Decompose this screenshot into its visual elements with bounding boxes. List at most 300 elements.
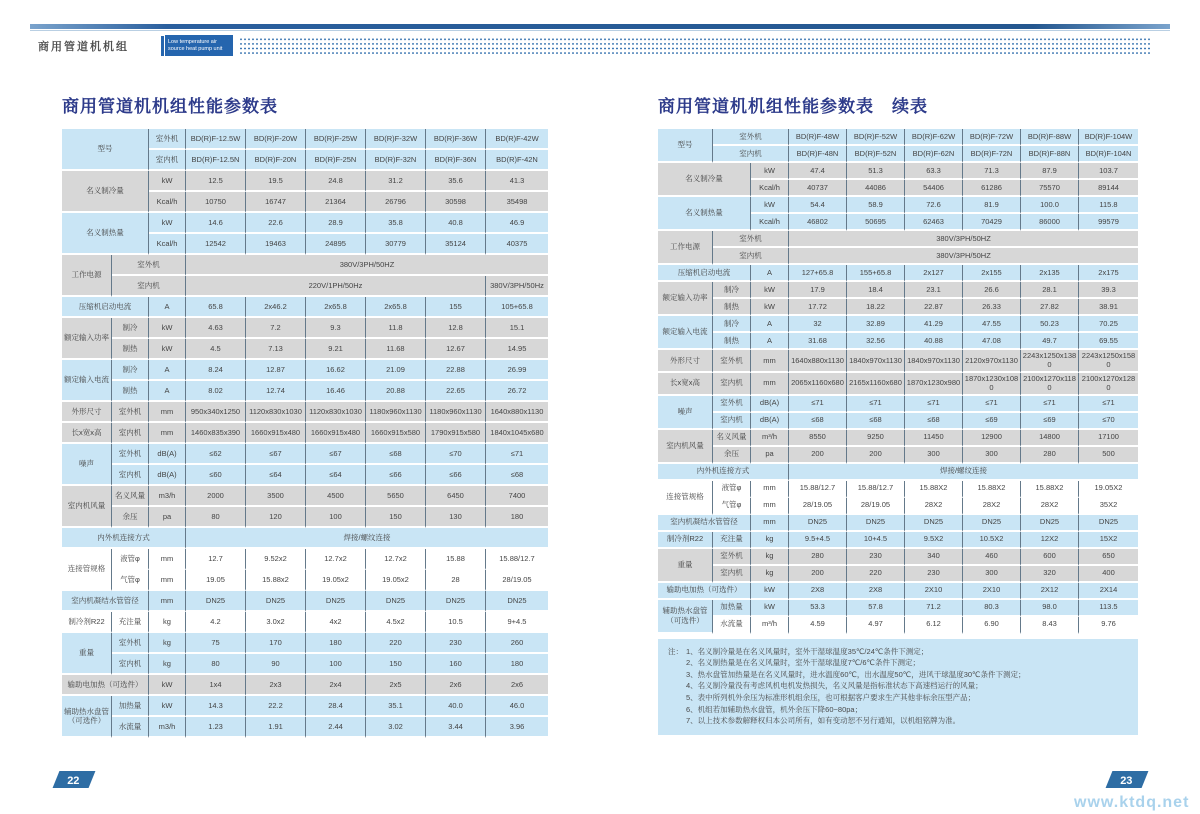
value-cell: 1660x915x580 <box>366 423 426 444</box>
label-cell: m³/h <box>751 430 789 447</box>
value-cell: 72.6 <box>905 197 963 214</box>
value-cell: 115.8 <box>1079 197 1138 214</box>
value-cell: 130 <box>426 507 486 528</box>
label-cell: 气管φ <box>713 498 751 515</box>
value-cell: 35124 <box>426 234 486 255</box>
value-cell: 9+4.5 <box>486 612 548 633</box>
value-cell: 180 <box>486 654 548 675</box>
value-cell: 87.9 <box>1021 163 1079 180</box>
label-cell: 室内机凝结水管管径 <box>62 591 149 612</box>
value-cell: DN25 <box>847 515 905 532</box>
table-row <box>62 171 548 192</box>
value-cell: 46.9 <box>486 213 548 234</box>
value-cell: 16.46 <box>306 381 366 402</box>
value-cell: 200 <box>847 447 905 464</box>
value-cell: ≤66 <box>366 465 426 486</box>
label-cell: 气管φ <box>112 570 149 591</box>
value-cell: 86000 <box>1021 214 1079 231</box>
value-cell: BD(R)F-72N <box>963 146 1021 163</box>
label-cell: 室内机凝结水管管径 <box>658 515 751 532</box>
value-cell: 35498 <box>486 192 548 213</box>
label-cell: 长x宽x高 <box>658 373 713 396</box>
value-cell: BD(R)F-88N <box>1021 146 1079 163</box>
label-cell: kg <box>751 549 789 566</box>
label-cell: 焊接/螺纹连接 <box>186 528 548 549</box>
value-cell: 38.91 <box>1079 299 1138 316</box>
value-cell: 70.25 <box>1079 316 1138 333</box>
label-cell: 液管φ <box>112 549 149 570</box>
table-row <box>62 507 548 528</box>
label-cell: 连接管规格 <box>658 481 713 515</box>
value-cell: ≤71 <box>789 396 847 413</box>
value-cell: 4.5 <box>186 339 246 360</box>
table-row <box>62 213 548 234</box>
value-cell: ≤71 <box>963 396 1021 413</box>
label-cell: 室外机 <box>112 444 149 465</box>
value-cell: 15.88X2 <box>905 481 963 498</box>
label-cell: 制热 <box>713 299 751 316</box>
value-cell: 51.3 <box>847 163 905 180</box>
label-cell: kg <box>751 566 789 583</box>
value-cell: 12.8 <box>426 318 486 339</box>
left-table-title: 商用管道机机组性能参数表 <box>62 97 278 116</box>
table-row <box>658 299 1138 316</box>
value-cell: 155 <box>426 297 486 318</box>
value-cell: 75570 <box>1021 180 1079 197</box>
value-cell: 280 <box>789 549 847 566</box>
value-cell: 12.7x2 <box>366 549 426 570</box>
label-cell: 室内机 <box>713 566 751 583</box>
value-cell: 69.55 <box>1079 333 1138 350</box>
value-cell: BD(R)F-62W <box>905 129 963 146</box>
value-cell: 113.5 <box>1079 600 1138 617</box>
label-cell: dB(A) <box>149 444 186 465</box>
value-cell: 2x155 <box>963 265 1021 282</box>
value-cell: 58.9 <box>847 197 905 214</box>
note-line: 6、机组若加辅助热水盘管，机外余压下降60~80pa； <box>686 704 863 714</box>
value-cell: ≤62 <box>186 444 246 465</box>
value-cell: 4.63 <box>186 318 246 339</box>
table-row <box>62 360 548 381</box>
notes-label: 注： <box>668 646 683 656</box>
value-cell: DN25 <box>963 515 1021 532</box>
label-cell: 加热量 <box>713 600 751 617</box>
label-cell: kW <box>149 696 186 717</box>
note-line: 7、以上技术参数解释权归本公司所有，如有变动恕不另行通知，以机组铭牌为准。 <box>686 716 961 726</box>
value-cell: 1.91 <box>246 717 306 738</box>
label-cell: kg <box>149 633 186 654</box>
table-row <box>658 163 1138 180</box>
notes-lines <box>686 646 1130 727</box>
label-cell: 名义风量 <box>112 486 149 507</box>
value-cell: BD(R)F-104N <box>1079 146 1138 163</box>
value-cell: 1660x915x480 <box>306 423 366 444</box>
value-cell: ≤69 <box>963 413 1021 430</box>
value-cell: 20.88 <box>366 381 426 402</box>
label-cell: 重量 <box>658 549 713 583</box>
value-cell: 200 <box>789 447 847 464</box>
label-cell: 室内机 <box>149 150 186 171</box>
value-cell: ≤68 <box>905 413 963 430</box>
table-row <box>658 549 1138 566</box>
value-cell: BD(R)F-52N <box>847 146 905 163</box>
value-cell: 63.3 <box>905 163 963 180</box>
value-cell: BD(R)F-25N <box>306 150 366 171</box>
value-cell: 81.9 <box>963 197 1021 214</box>
label-cell: 名义制冷量 <box>658 163 751 197</box>
value-cell: 46.0 <box>486 696 548 717</box>
label-cell: 余压 <box>713 447 751 464</box>
value-cell: ≤69 <box>1021 413 1079 430</box>
label-cell: 室内机 <box>112 465 149 486</box>
value-cell: BD(R)F-52W <box>847 129 905 146</box>
value-cell: BD(R)F-20W <box>246 129 306 150</box>
value-cell: 98.0 <box>1021 600 1079 617</box>
label-cell: pa <box>751 447 789 464</box>
value-cell: 80.3 <box>963 600 1021 617</box>
page-number-tab-right <box>1106 771 1149 788</box>
value-cell: DN25 <box>789 515 847 532</box>
label-cell: 室内机 <box>713 248 789 265</box>
label-cell: 室外机 <box>713 549 751 566</box>
label-cell: 输助电加热（可选件） <box>62 675 149 696</box>
value-cell: 1870x1230x1080 <box>963 373 1021 396</box>
value-cell: 2X8 <box>789 583 847 600</box>
value-cell: 57.8 <box>847 600 905 617</box>
value-cell: BD(R)F-20N <box>246 150 306 171</box>
label-cell: m3/h <box>149 717 186 738</box>
value-cell: 10.5 <box>426 612 486 633</box>
value-cell: 40737 <box>789 180 847 197</box>
note-line: 4、名义制冷量没有考虑风机电机发热损失，名义风量是指标准状态下高速档运行的风量； <box>686 681 983 691</box>
table-row <box>62 381 548 402</box>
value-cell: 35.1 <box>366 696 426 717</box>
value-cell: 46802 <box>789 214 847 231</box>
value-cell: 500 <box>1079 447 1138 464</box>
label-cell: 制冷 <box>713 282 751 299</box>
table-row <box>658 146 1138 163</box>
value-cell: 12.5 <box>186 171 246 192</box>
value-cell: 1180x960x1130 <box>366 402 426 423</box>
value-cell: 12542 <box>186 234 246 255</box>
label-cell: 名义制热量 <box>658 197 751 231</box>
value-cell: 19.05x2 <box>306 570 366 591</box>
value-cell: 28X2 <box>1021 498 1079 515</box>
table-row <box>658 413 1138 430</box>
table-row <box>658 464 1138 481</box>
note-line: 1、名义制冷量是在名义风量时，室外干湿球温度35℃/24℃条件下测定； <box>686 646 929 656</box>
value-cell: 12.7 <box>186 549 246 570</box>
page-number-left: 22 <box>67 775 80 787</box>
value-cell: 28X2 <box>905 498 963 515</box>
label-cell: pa <box>149 507 186 528</box>
table-row <box>62 549 548 570</box>
value-cell: 61286 <box>963 180 1021 197</box>
table-row <box>62 654 548 675</box>
label-cell: kg <box>149 612 186 633</box>
label-cell: 制热 <box>112 381 149 402</box>
label-cell: 380V/3PH/50HZ <box>789 231 1138 248</box>
page-number-right: 23 <box>1120 775 1133 787</box>
value-cell: 200 <box>789 566 847 583</box>
table-row <box>658 430 1138 447</box>
value-cell: 15.88X2 <box>1021 481 1079 498</box>
value-cell: 1640x880x1130 <box>789 350 847 373</box>
label-cell: 额定输入功率 <box>658 282 713 316</box>
label-cell: A <box>149 360 186 381</box>
table-row <box>62 318 548 339</box>
value-cell: 15.88/12.7 <box>789 481 847 498</box>
value-cell: BD(R)F-12.5W <box>186 129 246 150</box>
label-cell: mm <box>751 481 789 498</box>
value-cell: 71.3 <box>963 163 1021 180</box>
label-cell: 额定输入电流 <box>62 360 112 402</box>
value-cell: 2X12 <box>1021 583 1079 600</box>
value-cell: ≤67 <box>246 444 306 465</box>
value-cell: ≤70 <box>1079 413 1138 430</box>
value-cell: 3500 <box>246 486 306 507</box>
value-cell: 2x127 <box>905 265 963 282</box>
value-cell: 400 <box>1079 566 1138 583</box>
label-cell: Kcal/h <box>149 192 186 213</box>
label-cell: mm <box>751 373 789 396</box>
value-cell: 180 <box>486 507 548 528</box>
value-cell: 47.55 <box>963 316 1021 333</box>
value-cell: 11.8 <box>366 318 426 339</box>
value-cell: 9.5+4.5 <box>789 532 847 549</box>
value-cell: ≤64 <box>246 465 306 486</box>
note-line: 2、名义制热量是在名义风量时，室外干湿球温度7℃/6℃条件下测定； <box>686 658 920 668</box>
table-row <box>62 339 548 360</box>
value-cell: DN25 <box>486 591 548 612</box>
value-cell: BD(R)F-48N <box>789 146 847 163</box>
value-cell: 24895 <box>306 234 366 255</box>
label-cell: kW <box>751 600 789 617</box>
value-cell: 155+65.8 <box>847 265 905 282</box>
label-cell: kg <box>149 654 186 675</box>
value-cell: 6.12 <box>905 617 963 634</box>
header-band <box>30 35 1170 56</box>
value-cell: 14.95 <box>486 339 548 360</box>
label-cell: 室外机 <box>112 633 149 654</box>
label-cell: 压缩机启动电流 <box>658 265 751 282</box>
label-cell: 名义制冷量 <box>62 171 149 213</box>
table-row <box>658 231 1138 248</box>
label-cell: kW <box>149 675 186 696</box>
value-cell: ≤71 <box>486 444 548 465</box>
value-cell: 9250 <box>847 430 905 447</box>
label-cell: A <box>751 333 789 350</box>
value-cell: 27.82 <box>1021 299 1079 316</box>
label-cell: 室内机风量 <box>62 486 112 528</box>
value-cell: 50695 <box>847 214 905 231</box>
value-cell: 1870x1230x980 <box>905 373 963 396</box>
table-row <box>658 282 1138 299</box>
label-cell: 外形尺寸 <box>658 350 713 373</box>
value-cell: 17100 <box>1079 430 1138 447</box>
value-cell: 9.21 <box>306 339 366 360</box>
label-cell: 380V/3PH/50Hz <box>486 276 548 297</box>
value-cell: 127+65.8 <box>789 265 847 282</box>
value-cell: 2x6 <box>486 675 548 696</box>
value-cell: 2X8 <box>847 583 905 600</box>
badge-line-1: Low temperature air <box>168 38 217 45</box>
value-cell: 300 <box>963 566 1021 583</box>
page-number-tab-left <box>53 771 96 788</box>
value-cell: 100.0 <box>1021 197 1079 214</box>
label-cell: 额定输入功率 <box>62 318 112 360</box>
table-row <box>62 465 548 486</box>
value-cell: 21.09 <box>366 360 426 381</box>
label-cell: mm <box>149 549 186 570</box>
value-cell: 100 <box>306 654 366 675</box>
value-cell: 1840x1045x680 <box>486 423 548 444</box>
dot-pattern <box>239 36 1151 55</box>
value-cell: 17.9 <box>789 282 847 299</box>
value-cell: 26.33 <box>963 299 1021 316</box>
label-cell: kW <box>751 197 789 214</box>
value-cell: 17.72 <box>789 299 847 316</box>
label-cell: 制冷剂R22 <box>62 612 112 633</box>
value-cell: 40.8 <box>426 213 486 234</box>
label-cell: 加热量 <box>112 696 149 717</box>
label-cell: dB(A) <box>751 396 789 413</box>
label-cell: 名义风量 <box>713 430 751 447</box>
value-cell: BD(R)F-42W <box>486 129 548 150</box>
value-cell: 1x4 <box>186 675 246 696</box>
value-cell: 32.56 <box>847 333 905 350</box>
right-table-title: 商用管道机机组性能参数表 续表 <box>658 97 928 116</box>
value-cell: 28X2 <box>963 498 1021 515</box>
label-cell: 制冷 <box>713 316 751 333</box>
label-cell: Kcal/h <box>149 234 186 255</box>
value-cell: 18.4 <box>847 282 905 299</box>
label-cell: 余压 <box>112 507 149 528</box>
label-cell: 室内机 <box>713 413 751 430</box>
value-cell: 2x65.8 <box>366 297 426 318</box>
label-cell: 辅助热水盘管（可选件） <box>658 600 713 634</box>
value-cell: 1180x960x1130 <box>426 402 486 423</box>
value-cell: ≤71 <box>905 396 963 413</box>
label-cell: 水流量 <box>713 617 751 634</box>
value-cell: 2.44 <box>306 717 366 738</box>
top-rule-thin <box>30 30 1170 31</box>
value-cell: 70429 <box>963 214 1021 231</box>
value-cell: 22.65 <box>426 381 486 402</box>
value-cell: 460 <box>963 549 1021 566</box>
value-cell: 31.68 <box>789 333 847 350</box>
page-right <box>658 92 1138 735</box>
value-cell: 3.96 <box>486 717 548 738</box>
value-cell: 75 <box>186 633 246 654</box>
value-cell: 12X2 <box>1021 532 1079 549</box>
label-cell: 制冷 <box>112 360 149 381</box>
value-cell: 31.2 <box>366 171 426 192</box>
value-cell: 1460x835x390 <box>186 423 246 444</box>
value-cell: 11450 <box>905 430 963 447</box>
label-cell: 制热 <box>112 339 149 360</box>
label-cell: 380V/3PH/50HZ <box>789 248 1138 265</box>
value-cell: 150 <box>366 654 426 675</box>
value-cell: DN25 <box>905 515 963 532</box>
value-cell: 11.68 <box>366 339 426 360</box>
table-row <box>62 486 548 507</box>
value-cell: 12.67 <box>426 339 486 360</box>
value-cell: 21364 <box>306 192 366 213</box>
page-left <box>62 92 548 738</box>
table-row <box>658 481 1138 498</box>
value-cell: 35X2 <box>1079 498 1138 515</box>
table-row <box>658 583 1138 600</box>
value-cell: 9.3 <box>306 318 366 339</box>
table-row <box>658 617 1138 634</box>
value-cell: ≤71 <box>847 396 905 413</box>
value-cell: 28/19.05 <box>789 498 847 515</box>
value-cell: 1840x970x1130 <box>905 350 963 373</box>
value-cell: 15X2 <box>1079 532 1138 549</box>
label-cell: 内外机连接方式 <box>658 464 789 481</box>
value-cell: 28.1 <box>1021 282 1079 299</box>
value-cell: 260 <box>486 633 548 654</box>
watermark: www.ktdq.net <box>1074 794 1190 811</box>
english-badge <box>165 35 233 56</box>
table-row <box>62 297 548 318</box>
value-cell: ≤68 <box>789 413 847 430</box>
value-cell: 28 <box>426 570 486 591</box>
table-row <box>658 248 1138 265</box>
label-cell: 工作电源 <box>658 231 713 265</box>
label-cell: 室内机 <box>112 276 186 297</box>
label-cell: 连接管规格 <box>62 549 112 591</box>
value-cell: DN25 <box>1079 515 1138 532</box>
value-cell: 1120x830x1030 <box>246 402 306 423</box>
value-cell: 10.5X2 <box>963 532 1021 549</box>
value-cell: 40375 <box>486 234 548 255</box>
label-cell: mm <box>149 591 186 612</box>
value-cell: 100 <box>306 507 366 528</box>
value-cell: 8.02 <box>186 381 246 402</box>
label-cell: 型号 <box>658 129 713 163</box>
label-cell: 输助电加热（可选件） <box>658 583 751 600</box>
value-cell: 16747 <box>246 192 306 213</box>
label-cell: 室内机 <box>713 373 751 396</box>
value-cell: 9.76 <box>1079 617 1138 634</box>
value-cell: 15.88/12.7 <box>847 481 905 498</box>
label-cell: 室外机 <box>112 402 149 423</box>
table-row <box>62 276 548 297</box>
value-cell: 2x65.8 <box>306 297 366 318</box>
label-cell: A <box>149 381 186 402</box>
value-cell: 2x46.2 <box>246 297 306 318</box>
value-cell: 54.4 <box>789 197 847 214</box>
value-cell: 2x4 <box>306 675 366 696</box>
value-cell: 62463 <box>905 214 963 231</box>
value-cell: 8.43 <box>1021 617 1079 634</box>
value-cell: 2x3 <box>246 675 306 696</box>
table-row <box>62 612 548 633</box>
value-cell: 30779 <box>366 234 426 255</box>
value-cell: BD(R)F-12.5N <box>186 150 246 171</box>
value-cell: 39.3 <box>1079 282 1138 299</box>
value-cell: ≤64 <box>306 465 366 486</box>
label-cell: A <box>751 265 789 282</box>
value-cell: 26796 <box>366 192 426 213</box>
value-cell: 15.88X2 <box>963 481 1021 498</box>
value-cell: 8.24 <box>186 360 246 381</box>
label-cell: 室内机 <box>713 146 789 163</box>
value-cell: 99579 <box>1079 214 1138 231</box>
value-cell: 2243x1250x1580 <box>1079 350 1138 373</box>
